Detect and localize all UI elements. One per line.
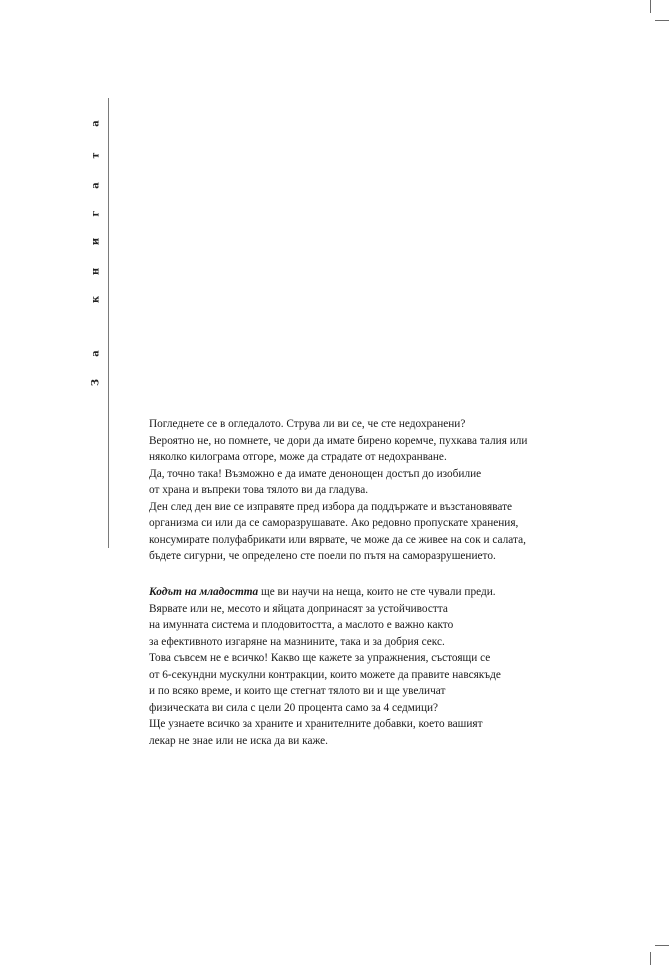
text-line: и по всяко време, и които ще стегнат тялото ви и ще увеличат	[149, 685, 446, 697]
side-title-letter: а	[90, 120, 102, 127]
lead-text: ще ви научи на неща, които не сте чували преди.	[258, 586, 496, 598]
text-line: организма си или да се саморазрушавате. Ако редовно пропускате хранения,	[149, 517, 519, 529]
text-line: няколко килограма отгоре, може да страдате от недохранване.	[149, 451, 447, 463]
text-line: от 6-секундни мускулни контракции, които можете да правите навсякъде	[149, 668, 501, 681]
book-title-emphasis: Кодът на младостта	[149, 586, 259, 598]
text-line: Вярвате или не, месото и яйцата допринасят за устойчивостта	[149, 602, 448, 615]
text-line: Погледнете се в огледалото. Струва ли ви се, че сте недохранени?	[149, 418, 466, 430]
side-title-letter: н	[90, 267, 102, 276]
text-line: от храна и въпреки това тялото ви да гладува.	[149, 484, 369, 496]
side-rule-divider	[108, 98, 109, 548]
text-line: Да, точно така! Възможно е да имате денонощен достъп до изобилие	[149, 467, 482, 480]
side-title-letter: к	[90, 295, 102, 304]
side-title-letter: т	[90, 152, 102, 159]
text-line: Вероятно не, но помнете, че дори да имате бирено коремче, пухкава талия или	[149, 434, 528, 447]
side-title-letter: г	[90, 210, 102, 217]
crop-mark-bottom-horizontal	[655, 945, 669, 946]
text-line: физическата ви сила с цели 20 процента само за 4 седмици?	[149, 701, 439, 714]
paragraph-book-description	[149, 584, 579, 749]
side-title-letter: и	[90, 237, 102, 246]
paragraph-intro	[149, 416, 579, 565]
text-line: Ден след ден вие се изправяте пред избора да поддържате и възстановявате	[149, 500, 513, 513]
side-title-letter: З	[90, 378, 102, 387]
crop-mark-top-horizontal	[655, 20, 669, 21]
text-line: Това съвсем не е всичко! Какво ще кажете за упражнения, състоящи се	[149, 652, 491, 664]
text-line: консумирате полуфабрикати или вярвате, че може да се живее на сок и салата,	[149, 533, 526, 546]
text-line: бъдете сигурни, че определено сте поели по пътя на саморазрушението.	[149, 550, 496, 562]
crop-mark-bottom-vertical	[650, 952, 651, 965]
side-title-letter: а	[90, 182, 102, 189]
text-line: лекар не знае или не иска да ви каже.	[149, 734, 328, 747]
side-title	[88, 112, 104, 392]
text-line: на имунната система и плодовитостта, а маслото е важно както	[149, 619, 454, 631]
text-line-lead	[149, 584, 579, 601]
text-line: Ще узнаете всичко за храните и хранителните добавки, което вашият	[149, 718, 483, 730]
side-title-letter: а	[90, 350, 102, 357]
crop-mark-top-vertical	[650, 0, 651, 13]
text-line: за ефективното изгаряне на мазнините, така и за добрия секс.	[149, 635, 445, 648]
